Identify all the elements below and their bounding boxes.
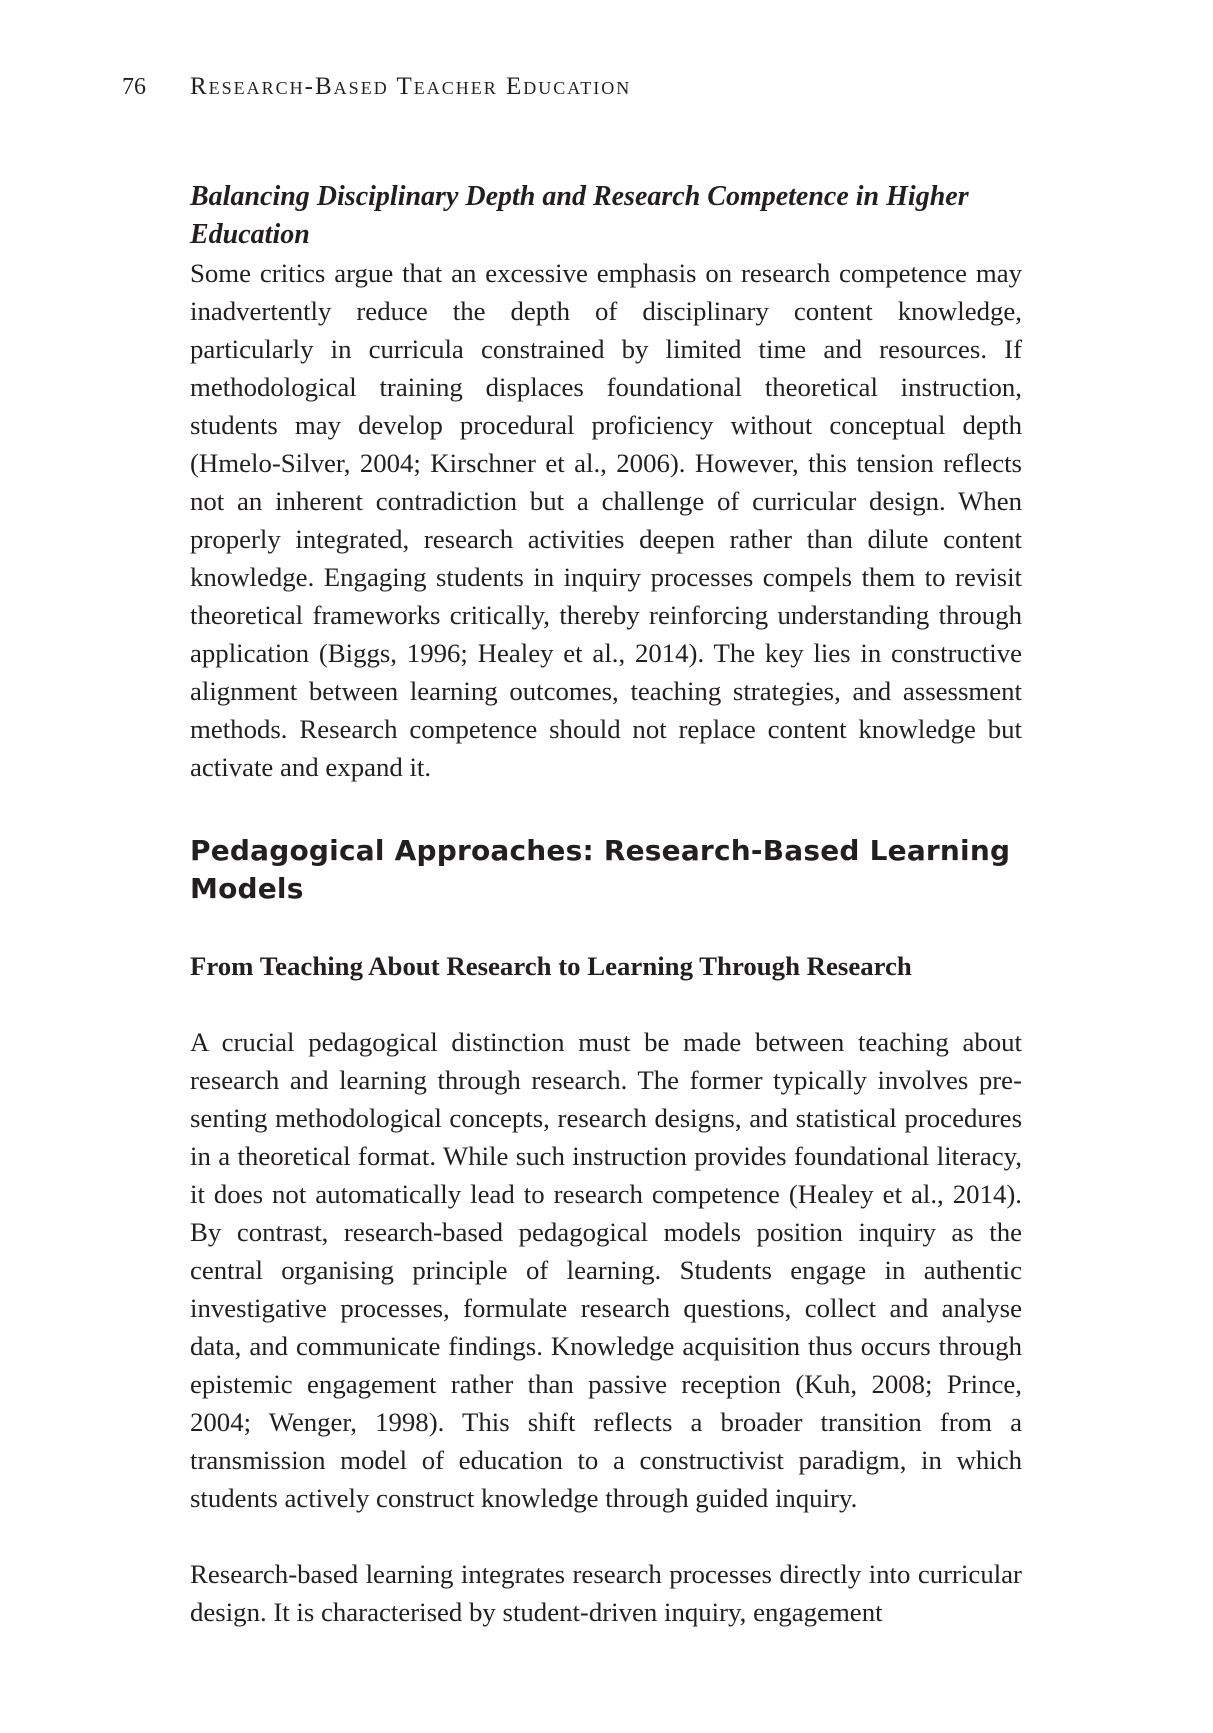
subsection-heading-balancing: Balancing Disciplinary Depth and Research Competence in Higher Education bbox=[190, 181, 969, 250]
text-column bbox=[190, 178, 1022, 1631]
section-heading-pedagogical-approaches: Pedagogical Approaches: Research-Based Learning Models bbox=[190, 834, 1011, 905]
body-paragraph: Research-based learning integrates research processes directly into curricular design. It is characterised by student-driven inquiry, engagement bbox=[190, 1559, 1022, 1627]
body-paragraph: Some critics argue that an excessive emphasis on research competence may inadvertently reduce the depth of disciplinary content knowledge, particularly in curricula constrained by limited time and resources. If methodological training displaces foundational theoretical instruction, students may develop procedural proficiency without conceptual depth (Hmelo-Silver, 2004; Kirschner et al., 2006). However, this tension reflects not an inherent contradiction but a challenge of curricular design. When properly integrated, research activities deepen rather than dilute content knowledge. Engaging students in inquiry processes compels them to revisit theoretical frameworks critically, thereby reinforcing understanding through application (Biggs, 1996; Healey et al., 2014). The key lies in constructive alignment between learning outcomes, teaching strategies, and assessment methods. Research competence should not replace content knowledge but activate and expand it. bbox=[190, 258, 1022, 782]
page-number: 76 bbox=[122, 74, 146, 100]
running-head bbox=[122, 72, 631, 102]
body-paragraph: A crucial pedagogical distinction must be made between teaching about research and learning through research. The former typically involves presenting methodological concepts, research designs, and statistical procedures in a theoretical format. While such instruction provides foundational literacy, it does not automatically lead to research competence (Healey et al., 2014). By contrast, research-based pedagogical models position inquiry as the central organising principle of learning. Students engage in authentic investigative processes, formulate research questions, collect and analyse data, and communicate findings. Knowledge acquisition thus occurs through epistemic engagement rather than passive reception (Kuh, 2008; Prince, 2004; Wenger, 1998). This shift reflects a broader transition from a transmission model of education to a constructivist paradigm, in which students actively construct knowledge through guided inquiry. bbox=[190, 1027, 1022, 1513]
running-title: Research-Based Teacher Education bbox=[190, 73, 632, 100]
subsection-heading-teaching-about-research: From Teaching About Research to Learning Through Research bbox=[190, 951, 912, 981]
